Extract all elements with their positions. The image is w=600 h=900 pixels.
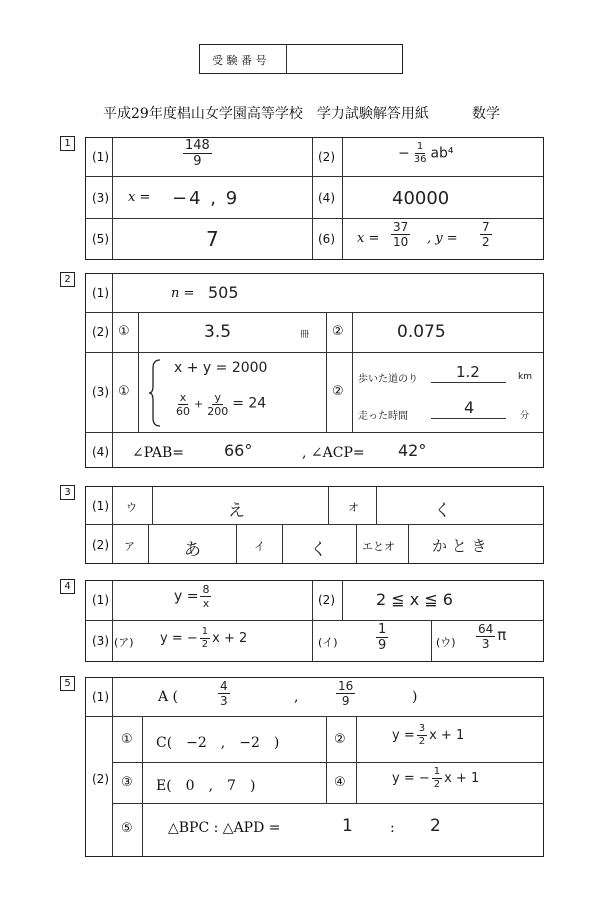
- q4-3-key-u: (ウ): [436, 636, 456, 649]
- point-a-y: $\frac{16}{9}$: [338, 679, 354, 708]
- walk-distance-label: 歩いた道のり: [358, 374, 418, 385]
- q4-3-answer-i: $\frac{1}{9}$: [378, 622, 387, 653]
- q1-6-x-prefix: x =: [357, 231, 380, 246]
- q1-3-answer: −4 , 9: [172, 188, 240, 209]
- angle-pab-answer: 66°: [224, 441, 253, 460]
- walk-distance-unit: km: [518, 372, 532, 382]
- area-ratio-label: △BPC : △APD =: [168, 820, 281, 836]
- section-2-box: [85, 273, 544, 468]
- q3-2-key-i: イ: [254, 540, 265, 553]
- line-2-answer: y = $\frac{3}{2}$ x + 1: [392, 723, 465, 747]
- q1-1-answer: $\frac{148}{9}$: [185, 138, 210, 169]
- section-5-number: 5: [60, 676, 75, 691]
- q4-3-answer-u: $\frac{64}{3}$ π: [478, 622, 507, 651]
- q4-2-answer: 2 ≦ x ≦ 6: [376, 590, 453, 609]
- q2-3-1-label: ①: [118, 384, 130, 399]
- q5-2-1-label: ①: [121, 732, 133, 747]
- section-5-box: [85, 677, 544, 857]
- q2-2-1-answer: 3.5: [204, 322, 232, 342]
- q4-3-key-i: (イ): [318, 636, 338, 649]
- section-4-box: [85, 580, 544, 662]
- exam-number-field[interactable]: [287, 45, 402, 73]
- q4-2-label: (2): [318, 593, 335, 607]
- q1-4-answer: 40000: [392, 188, 450, 209]
- section-3-box: [85, 486, 544, 564]
- q5-2-5-label: ⑤: [121, 821, 133, 836]
- q2-2-1-label: ①: [118, 324, 130, 339]
- q1-3-label: (3): [92, 191, 109, 205]
- q4-3-label: (3): [92, 634, 109, 648]
- section-3-number: 3: [60, 485, 75, 500]
- angle-pab-label: ∠PAB=: [132, 445, 184, 461]
- point-e-answer: E( 0 , 7 ): [156, 778, 256, 794]
- q2-3-2-label: ②: [332, 384, 344, 399]
- q3-1-label: (1): [92, 499, 109, 513]
- area-ratio-1: 1: [342, 816, 353, 836]
- q1-6-label: (6): [318, 232, 335, 246]
- point-a-comma: ,: [294, 689, 299, 705]
- angle-acp-answer: 42°: [398, 441, 427, 460]
- section-4-number: 4: [60, 579, 75, 594]
- q5-2-label: (2): [92, 772, 109, 786]
- run-time-answer: 4: [464, 398, 475, 417]
- q3-2-answer-eo: か と き: [432, 537, 487, 555]
- run-time-label: 走った時間: [358, 411, 408, 422]
- q3-2-answer-i: く: [310, 540, 327, 560]
- q3-1-key-u: ウ: [126, 501, 137, 514]
- exam-number-label: 受 験 番 号: [212, 54, 267, 67]
- q2-3-eq2: $\frac{x}{60}$ + $\frac{y}{200}$ = 24: [176, 391, 267, 418]
- q1-2-answer: − $\frac{1}{36}$ ab⁴: [398, 141, 454, 165]
- q2-4-label: (4): [92, 445, 109, 459]
- exam-number-box: [199, 44, 403, 74]
- q2-2-1-unit: 冊: [300, 330, 310, 340]
- q4-1-answer: y = $\frac{8}{x}$: [174, 583, 210, 610]
- q1-4-label: (4): [318, 191, 335, 205]
- q3-1-key-o: オ: [348, 501, 359, 514]
- q2-2-2-answer: 0.075: [397, 322, 446, 342]
- section-1-number: 1: [60, 136, 75, 151]
- q4-3-key-a: (ア): [114, 636, 134, 649]
- q1-5-answer: 7: [206, 227, 219, 251]
- q2-2-label: (2): [92, 325, 109, 339]
- q5-1-label: (1): [92, 690, 109, 704]
- brace-icon: [148, 358, 162, 428]
- q1-6-y-answer: $\frac{7}{2}$: [482, 220, 490, 249]
- q3-2-answer-a: あ: [184, 540, 201, 560]
- q4-3-answer-a: y = − $\frac{1}{2}$ x + 2: [160, 626, 248, 650]
- q2-1-prefix: n =: [171, 286, 195, 301]
- q2-1-label: (1): [92, 286, 109, 300]
- q1-5-label: (5): [92, 232, 109, 246]
- q4-1-label: (1): [92, 593, 109, 607]
- walk-distance-answer: 1.2: [456, 363, 480, 381]
- area-ratio-2: 2: [430, 816, 441, 836]
- q2-2-2-label: ②: [332, 324, 344, 339]
- q1-2-label: (2): [318, 150, 335, 164]
- page-title: 平成29年度椙山女学園高等学校 学力試験解答用紙: [103, 106, 429, 122]
- q5-2-3-label: ③: [121, 775, 133, 790]
- q1-6-y-prefix: , y =: [427, 231, 458, 246]
- subject-title: 数学: [472, 106, 500, 122]
- point-c-answer: C( −2 , −2 ): [156, 735, 280, 751]
- q3-1-answer-o: く: [434, 501, 451, 521]
- area-ratio-colon: :: [390, 820, 395, 836]
- point-a-close: ): [412, 689, 418, 705]
- section-1-box: [85, 137, 544, 260]
- q3-2-key-a: ア: [124, 540, 135, 553]
- q3-2-key-eo: エとオ: [362, 540, 395, 553]
- q5-2-2-label: ②: [334, 732, 346, 747]
- section-2-number: 2: [60, 272, 75, 287]
- q1-3-prefix: x =: [128, 190, 151, 205]
- q2-3-label: (3): [92, 385, 109, 399]
- q2-1-answer: 505: [208, 283, 239, 302]
- run-time-unit: 分: [520, 411, 530, 421]
- point-a-open: A (: [158, 689, 179, 705]
- q1-1-label: (1): [92, 150, 109, 164]
- angle-acp-label: , ∠ACP=: [302, 445, 365, 461]
- q3-1-answer-u: え: [228, 501, 245, 521]
- q1-6-x-answer: $\frac{37}{10}$: [393, 220, 409, 249]
- q2-3-eq1: x + y = 2000: [174, 360, 268, 376]
- line-4-answer: y = − $\frac{1}{2}$ x + 1: [392, 766, 480, 790]
- point-a-x: $\frac{4}{3}$: [220, 679, 228, 708]
- q5-2-4-label: ④: [334, 775, 346, 790]
- q3-2-label: (2): [92, 538, 109, 552]
